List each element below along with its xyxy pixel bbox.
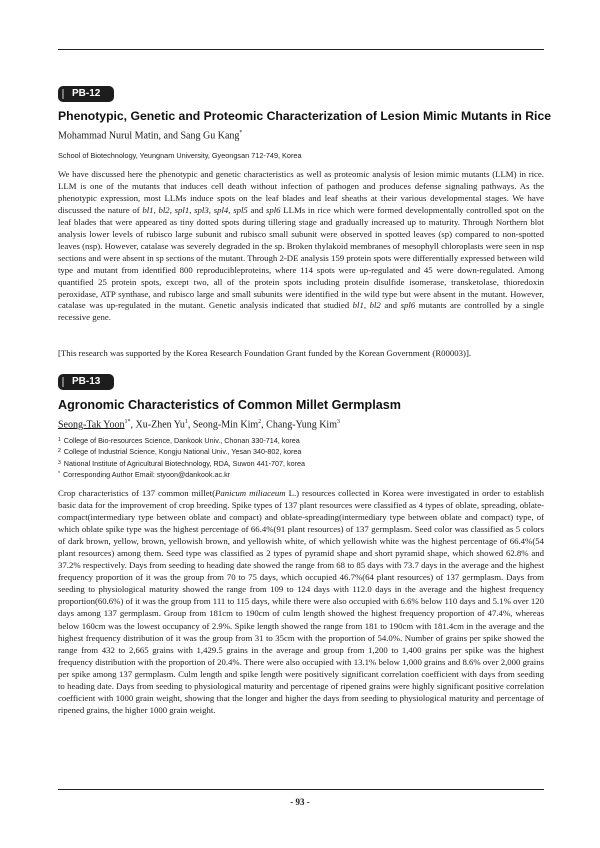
abstract-text: mutants are controlled by a single recessive gene. <box>58 300 545 323</box>
author-superscript: * <box>239 130 243 136</box>
author-superscript: 2 <box>258 419 262 425</box>
affiliation-item <box>58 458 305 469</box>
affiliation-marker: 3 <box>58 459 61 466</box>
author-separator: , <box>187 419 193 431</box>
abstract-text: and <box>247 204 266 215</box>
affiliation-marker: 2 <box>58 448 61 455</box>
author-superscript: 3 <box>337 419 340 425</box>
author-separator: , <box>261 419 267 431</box>
abstract-text: , <box>208 204 214 215</box>
affiliation-item <box>58 435 305 446</box>
abstract-italic-term: spl6 <box>265 204 281 215</box>
author-name: Chang-Yung Kim <box>266 419 337 431</box>
author-separator: , <box>130 419 136 431</box>
author-name: Seong-Tak Yoon <box>58 419 125 431</box>
affiliation-text: National Institute of Agricultural Biotechnology, RDA, Suwon 441-707, korea <box>63 458 305 468</box>
abstract <box>58 487 544 716</box>
author-superscript: 1 <box>184 419 188 425</box>
abstract-italic-term: bl1 <box>352 300 364 311</box>
abstract-italic-term: spl3 <box>194 204 209 215</box>
author-name: Xu-Zhen Yu <box>135 419 185 431</box>
top-rule <box>58 49 544 50</box>
author-superscript: 1* <box>124 419 131 425</box>
abstract-text: Crop characteristics of 137 common millet( <box>58 488 215 498</box>
abstract-italic-term: bl2 <box>369 300 381 311</box>
abstract-text: , <box>228 204 234 215</box>
affiliation-text: Corresponding Author Email: styoon@dankook.ac.kr <box>62 470 231 480</box>
abstract-italic-term: bl1 <box>142 204 154 215</box>
affiliation-marker: * <box>58 471 60 478</box>
paper-title: Phenotypic, Genetic and Proteomic Characterization of Lesion Mimic Mutants in Rice <box>58 109 552 123</box>
paper-title: Agronomic Characteristics of Common Millet Germplasm <box>58 398 401 412</box>
affiliation-text: College of Industrial Science, Kongju National Univ., Yesan 340-802, korea <box>63 447 302 457</box>
author-name: Seong-Min Kim <box>192 419 259 431</box>
affiliation-list <box>58 435 305 481</box>
abstract-text: , <box>169 204 175 215</box>
author-name: Mohammad Nurul Matin <box>58 130 159 142</box>
author-separator: , and <box>158 130 181 142</box>
paper-code-badge: PB-13 <box>58 374 114 390</box>
affiliation-marker: 1 <box>58 437 61 443</box>
affiliation-item <box>58 469 305 480</box>
abstract-text: , <box>189 204 195 215</box>
paper-code-badge: PB-12 <box>58 86 114 102</box>
abstract-italic-term: Panicum miliaceum <box>215 488 286 498</box>
abstract-italic-term: spl4 <box>213 204 229 215</box>
abstract-text: , <box>153 204 159 215</box>
affiliation-text: College of Bio-resources Science, Dankook Univ., Chonan 330-714, korea <box>63 436 300 445</box>
page-number: - 93 - <box>290 797 310 807</box>
abstract-italic-term: spl5 <box>233 204 248 215</box>
abstract-text: We have discussed here the phenotypic and genetic characteristics as well as proteomic analysis of lesion mimic mutants (LLM) in rice. LLM is one of the mutants that induces cell death without infection of pathogen and produces defense signaling pathways. As the phenotypic expression, most LLMs induce spots on the leaf blades and leaf sheaths at their various developmental stages. We have discussed the nature of <box>58 169 544 215</box>
abstract <box>58 169 544 324</box>
abstract-text: LLMs in rice which were formed developmentally controlled spot on the leaf blades that were appeared as tiny dotted spots during tillering stage and gradually increased up to maturity. Through Northern blot analysis lower levels of rubisco large subunit and rubisco small subunit were observed in spotted leaves (sp) compared to non-spotted leaves (nsp). However, catalase was severely degraded in the sp. Broken thylakoid membranes of mesophyll chloroplasts were seen in nsp sections and were absent in sp sections of the mutant. Through 2-DE analysis 159 protein spots were differentially expressed between wild type and mutant from identified 800 reproducibleproteins, where 114 spots were up-regulated and 45 were down-regulated. Among quantified 25 protein spots, except two, all of the protein spots including protein disulfide isomerase, transketolase, thioredoxin peroxidase, ATP synthase, and rubisco large and small subunits were identified in the wild type but were absent in the mutant. However, catalase was up-regulated in the mutant. Genetic analysis indicated that studied <box>58 204 545 311</box>
abstract-italic-term: spl1 <box>174 204 190 215</box>
affiliation: School of Biotechnology, Yeungnam University, Gyeongsan 712-749, Korea <box>58 151 302 160</box>
affiliation-item <box>58 446 305 457</box>
author-list <box>58 419 340 430</box>
abstract-text: and <box>380 300 401 311</box>
abstract-text: L.) resources collected in Korea were investigated in order to establish basic data for the improvement of crop breeding. Spike types of 137 plant resources were classified as 4 types of oblate, spreading, oblate-compact(intermediary type between oblate and compact) and oblate-spreading(intermediary type between oblate and compact) type, of which oblate spike type was the highest percentage of 66.4%(91 plant resources) of 137 germplasm. Seed color was classified as 5 colors of dark brown, yellow, brown, yellowish brown, and yellowish white, of which yellowish white was the highest percentage of 66.4%(54 plant resources) among them. Seed type was classified as 2 types of pyramid shape and short pyramid shape, which showed 62.8% and 37.2% respectively. Days from seeding to heading date showed the range from 68 to 85 days with 73.7 days in the average and the highest frequency proportion of it was the group from 70 to 75 days, which occupied 46.7%(64 plant resources) of 137 germplasm. Days from seeding to physiological maturity showed the range from 109 to 124 days with 112.0 days in the average and the highest frequency proportion(60.6%) of it was the group from 111 to 115 days, while there were also occupied with 6.6% below 110 days and 5.1% over 120 days among 137 germplasm. Group from 181cm to 190cm of culm length showed the highest frequency proportion of 47.4%, whereas below 160cm was the lowest occupancy of 2.9%. Spike length showed the range from 181 to 190cm with 181.4cm in the average and the highest frequency distribution of it was the group from 31 to 35cm with the proportion of 54.0%. Number of grains per spike showed the range from 432 to 2,665 grains with 1,429.5 grains in the average and group from 1,200 to 1,400 grains per spike was the highest frequency distribution with the proportion of 20.4%. There were also occupied with 13.1% below 1,000 grains and 8.6% over 2,000 grains per spike among 137 germplasm. Culm length and spike length were positively significant correlation coefficient with days from seeding to heading date. Days from seeding to physiological maturity and percentage of ripened grains were highly significant positive correlation coefficient with 1000 grain weight, showing that the longer and higher the days from seeding to physiological maturity and percentage of ripened grains, the higher 1000 grain weight. <box>58 488 544 715</box>
abstract-italic-term: spl6 <box>400 300 416 311</box>
acknowledgment: [This research was supported by the Korea Research Foundation Grant funded by the Korean Government (R00003)]. <box>58 348 472 358</box>
abstract-text: , <box>363 300 370 311</box>
bottom-rule <box>58 789 544 790</box>
author-list <box>58 130 242 141</box>
author-name: Sang Gu Kang <box>180 130 240 142</box>
abstract-italic-term: bl2 <box>158 204 170 215</box>
